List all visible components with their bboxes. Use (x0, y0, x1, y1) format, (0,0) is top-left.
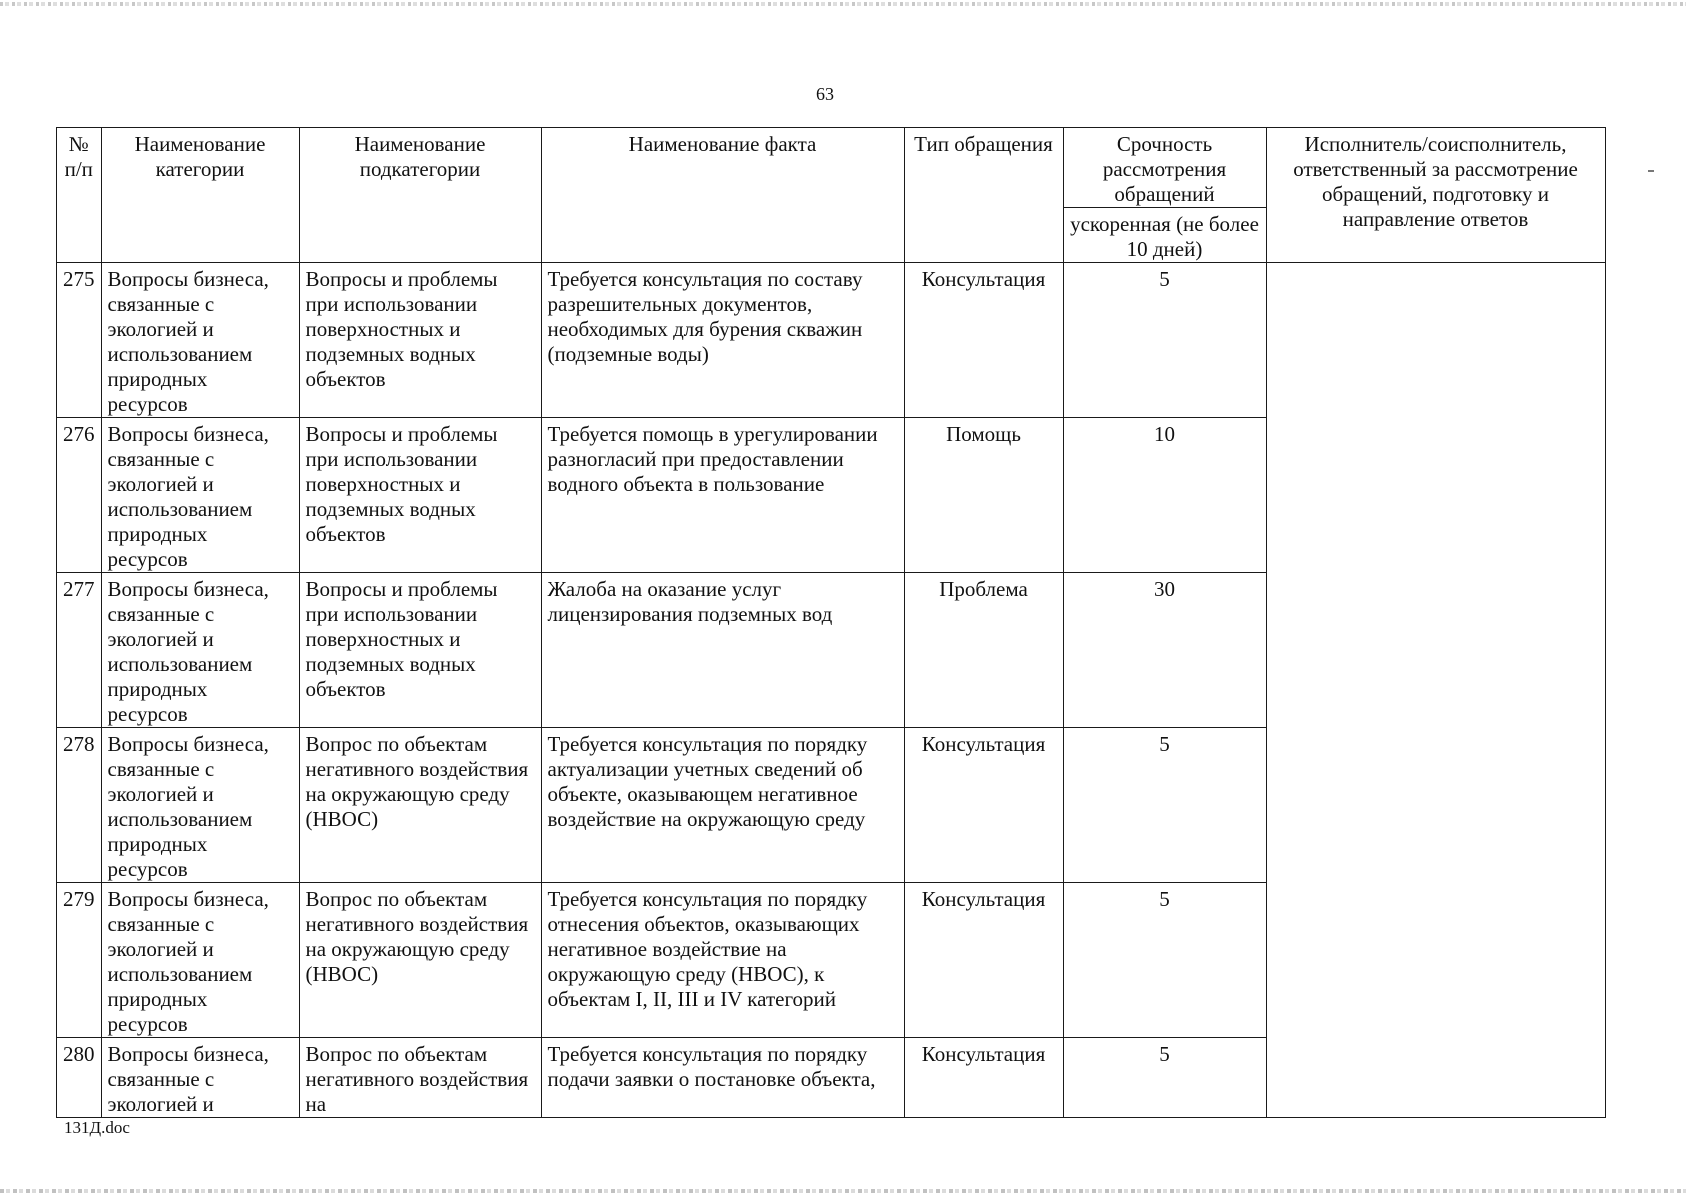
row-performer (1266, 263, 1605, 1118)
row-type: Помощь (904, 418, 1063, 573)
row-urgency: 5 (1063, 263, 1266, 418)
header-num: № п/п (57, 128, 102, 263)
classification-table (56, 127, 1606, 1118)
row-subcategory: Вопросы и проблемы при использовании поверхностных и подземных водных объектов (299, 418, 541, 573)
row-num: 280 (57, 1038, 102, 1118)
row-subcategory: Вопросы и проблемы при использовании поверхностных и подземных водных объектов (299, 573, 541, 728)
row-fact: Жалоба на оказание услуг лицензирования подземных вод (541, 573, 904, 728)
row-subcategory: Вопрос по объектам негативного воздействия на окружающую среду (НВОС) (299, 883, 541, 1038)
row-num: 278 (57, 728, 102, 883)
row-num: 276 (57, 418, 102, 573)
row-category: Вопросы бизнеса, связанные с экологией и использованием природных ресурсов (101, 263, 299, 418)
row-subcategory: Вопрос по объектам негативного воздействия на (299, 1038, 541, 1118)
row-category: Вопросы бизнеса, связанные с экологией и использованием природных ресурсов (101, 573, 299, 728)
scan-edge-top (0, 2, 1686, 6)
header-type: Тип обращения (904, 128, 1063, 263)
row-urgency: 5 (1063, 883, 1266, 1038)
page-number: 63 (816, 84, 834, 104)
scan-edge-bottom (0, 1189, 1686, 1193)
header-subcategory: Наименование подкатегории (299, 128, 541, 263)
row-num: 279 (57, 883, 102, 1038)
row-num: 277 (57, 573, 102, 728)
row-num: 275 (57, 263, 102, 418)
row-urgency: 5 (1063, 728, 1266, 883)
row-type: Проблема (904, 573, 1063, 728)
row-urgency: 10 (1063, 418, 1266, 573)
header-category: Наименование категории (101, 128, 299, 263)
row-fact: Требуется консультация по порядку актуализации учетных сведений об объекте, оказывающем негативное воздействие на окружающую среду (541, 728, 904, 883)
header-fact: Наименование факта (541, 128, 904, 263)
row-fact: Требуется консультация по порядку подачи заявки о постановке объекта, (541, 1038, 904, 1118)
header-performer: Исполнитель/соисполнитель, ответственный за рассмотрение обращений, подготовку и направление ответов (1266, 128, 1605, 263)
table-row (57, 263, 1606, 418)
row-fact: Требуется консультация по порядку отнесения объектов, оказывающих негативное воздействие на окружающую среду (НВОС), к объектам I, II, III и IV категорий (541, 883, 904, 1038)
row-category: Вопросы бизнеса, связанные с экологией и использованием природных ресурсов (101, 728, 299, 883)
header-urgency-sub: ускоренная (не более 10 дней) (1063, 208, 1266, 263)
row-urgency: 5 (1063, 1038, 1266, 1118)
row-type: Консультация (904, 728, 1063, 883)
row-fact: Требуется помощь в урегулировании разногласий при предоставлении водного объекта в пользование (541, 418, 904, 573)
row-fact: Требуется консультация по составу разрешительных документов, необходимых для бурения скважин (подземные воды) (541, 263, 904, 418)
header-urgency: Срочность рассмотрения обращений (1063, 128, 1266, 208)
row-category: Вопросы бизнеса, связанные с экологией и использованием природных ресурсов (101, 418, 299, 573)
footer-filename: 131Д.doc (64, 1118, 130, 1137)
row-category: Вопросы бизнеса, связанные с экологией и использованием природных ресурсов (101, 883, 299, 1038)
margin-mark (1648, 170, 1654, 172)
row-type: Консультация (904, 263, 1063, 418)
row-subcategory: Вопросы и проблемы при использовании поверхностных и подземных водных объектов (299, 263, 541, 418)
row-subcategory: Вопрос по объектам негативного воздействия на окружающую среду (НВОС) (299, 728, 541, 883)
row-type: Консультация (904, 1038, 1063, 1118)
row-type: Консультация (904, 883, 1063, 1038)
row-urgency: 30 (1063, 573, 1266, 728)
table-header-row (57, 128, 1606, 208)
row-category: Вопросы бизнеса, связанные с экологией и (101, 1038, 299, 1118)
